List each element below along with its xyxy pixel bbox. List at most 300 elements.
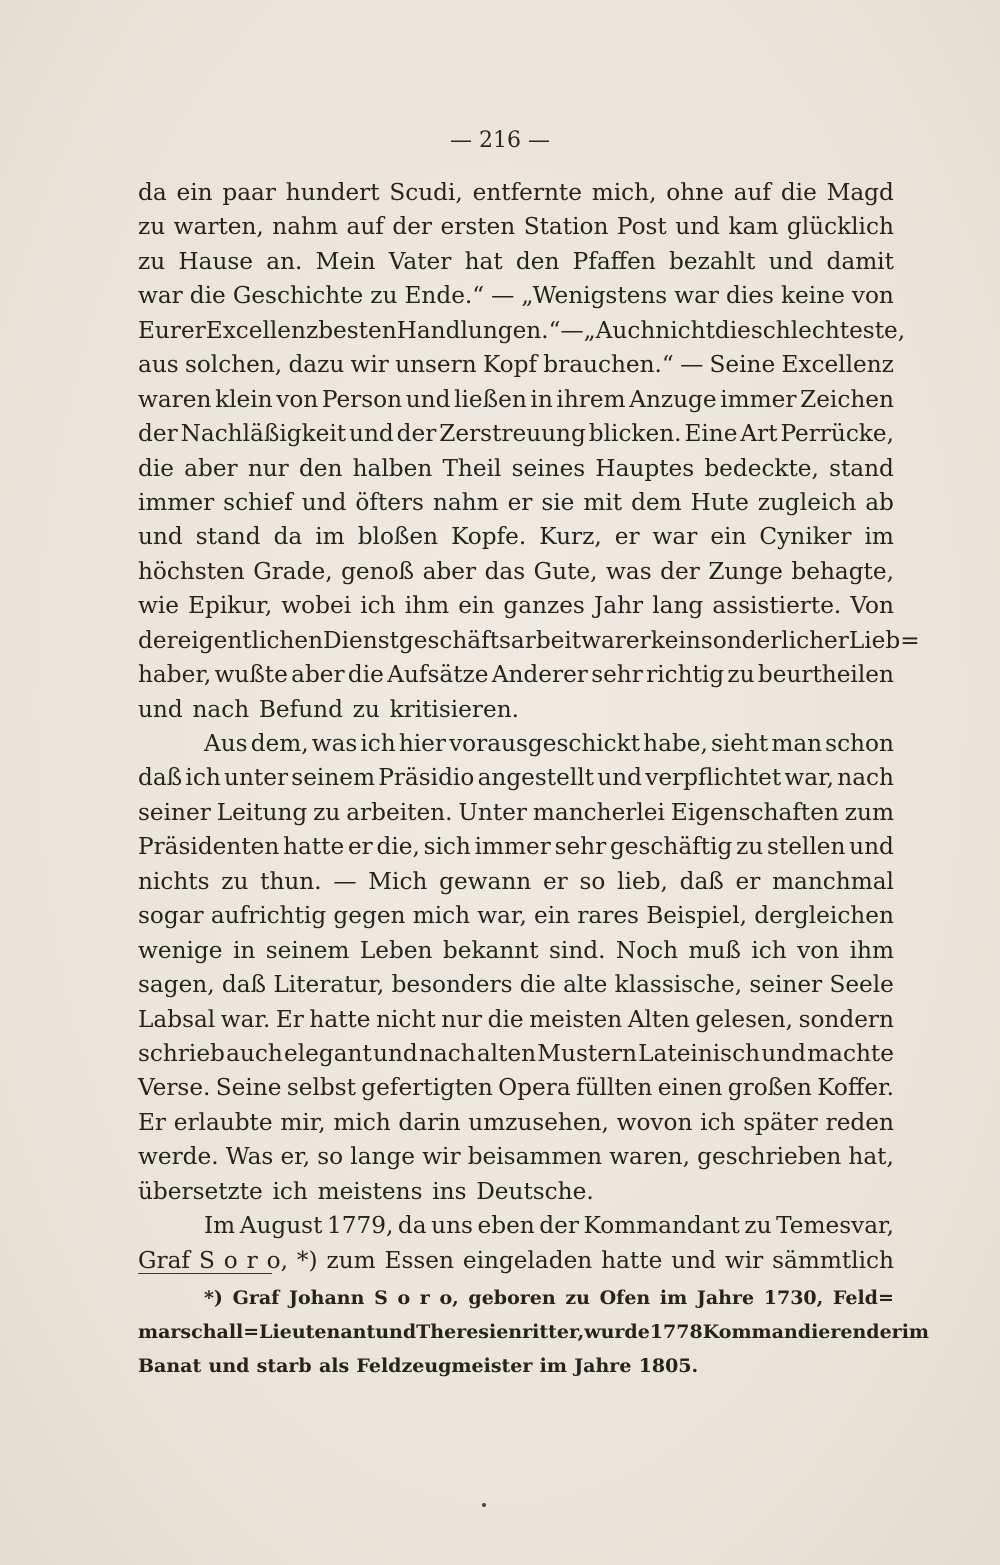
word: er <box>614 523 640 551</box>
word: Geschichte <box>232 282 364 310</box>
word: mit <box>583 488 623 516</box>
text-line <box>138 383 894 417</box>
word: und <box>405 385 451 413</box>
word: Kommandierender <box>702 1321 902 1343</box>
word: Ofen <box>599 1287 651 1309</box>
word: klein <box>215 385 273 413</box>
word: wie <box>138 592 179 620</box>
word: zugleich <box>757 488 857 516</box>
text-line <box>138 658 894 692</box>
word: 1778 <box>649 1321 703 1343</box>
word: meisten <box>529 1005 623 1033</box>
text-line <box>138 796 894 830</box>
word: umzusehen, <box>468 1108 609 1136</box>
word: daß <box>679 867 724 895</box>
word: Literatur, <box>273 971 385 999</box>
word: Kopfe. <box>451 523 527 551</box>
word: solchen, <box>184 351 283 379</box>
word: mich <box>333 1108 391 1136</box>
word: wir <box>350 351 389 379</box>
word: Leben <box>359 936 433 964</box>
word: glücklich <box>786 213 894 241</box>
word: — <box>560 316 584 344</box>
word: 1730, <box>763 1287 824 1309</box>
word: die <box>780 179 817 206</box>
word: und <box>671 1246 716 1274</box>
word: ließen <box>454 385 527 413</box>
word: Jahr <box>593 592 644 620</box>
word: r <box>419 1287 430 1309</box>
text-line <box>138 314 906 348</box>
word: wir <box>422 1143 461 1171</box>
word: — <box>333 867 357 895</box>
word: r <box>246 1246 258 1274</box>
word: mir, <box>280 1108 326 1136</box>
word: nicht <box>376 1005 436 1033</box>
word: arbeiten. <box>346 798 453 826</box>
word: seines <box>511 454 586 482</box>
word: hat <box>464 247 503 275</box>
word: von <box>797 936 840 964</box>
word: Vater <box>388 247 452 275</box>
word: nahm <box>272 213 338 241</box>
word: ihm <box>404 592 450 620</box>
word: Deutsche. <box>476 1177 594 1205</box>
word: unter <box>224 764 289 792</box>
word: sehr <box>554 833 607 861</box>
word: zu <box>736 833 764 861</box>
word: ins <box>432 1177 467 1205</box>
word: geschäftig <box>609 833 733 861</box>
word: Theil <box>442 454 502 482</box>
word: Lieb= <box>848 626 920 654</box>
word: vorausgeschickt <box>449 730 641 757</box>
word: im <box>901 1321 930 1343</box>
word: auch <box>226 1039 283 1067</box>
word: stand <box>829 454 894 482</box>
text-line <box>138 899 894 933</box>
word: so <box>317 1143 344 1171</box>
word: Er <box>138 1108 167 1136</box>
word: auf <box>733 179 771 206</box>
word: aber <box>422 557 477 585</box>
word: Pfaffen <box>572 247 656 275</box>
word: Scudi, <box>389 179 463 206</box>
word: später <box>743 1108 818 1136</box>
word: Epikur, <box>188 592 273 620</box>
text-line <box>138 1209 894 1243</box>
word: S <box>198 1246 215 1274</box>
word: die <box>714 316 751 344</box>
word: Hause <box>178 247 254 275</box>
word: ein <box>176 179 213 206</box>
word: *) <box>204 1287 223 1309</box>
word: Was <box>225 1143 274 1171</box>
word: nicht <box>655 316 715 344</box>
word: Mein <box>315 247 376 275</box>
word: er, <box>280 1143 311 1171</box>
word: Perrücke, <box>780 420 894 448</box>
word: aber <box>184 454 238 482</box>
word: da <box>273 523 303 551</box>
word: nichts <box>138 867 210 895</box>
word: gewann <box>439 867 532 895</box>
word: *) <box>296 1246 318 1274</box>
word: kritisieren. <box>389 695 519 723</box>
word: Art <box>740 420 778 448</box>
text-line <box>138 1175 894 1209</box>
word: zu <box>727 661 755 689</box>
word: rares <box>577 902 639 930</box>
text-line <box>138 761 894 795</box>
word: den <box>515 247 560 275</box>
word: Nachläßigkeit <box>180 420 347 448</box>
word: gefertigten <box>361 1074 493 1102</box>
text-line <box>138 417 894 451</box>
word: marschall=Lieutenant <box>138 1321 376 1343</box>
word: war <box>138 282 183 310</box>
word: besonders <box>391 971 513 999</box>
word: war, <box>784 764 834 792</box>
word: hatte <box>309 1005 371 1033</box>
word: Seele <box>829 971 894 999</box>
word: ihm <box>849 936 894 964</box>
paper-speck <box>482 1503 486 1507</box>
word: Befund <box>258 695 343 723</box>
word: dem <box>631 488 682 516</box>
word: ich <box>700 1108 736 1136</box>
word: und <box>375 1321 417 1343</box>
word: besten <box>318 316 397 344</box>
word: Koffer. <box>817 1074 894 1102</box>
word: sind. <box>549 936 606 964</box>
word: Im <box>204 1212 236 1240</box>
word: bedeckte, <box>704 454 819 482</box>
word: Hute <box>690 488 749 516</box>
word: Opera <box>498 1074 571 1102</box>
word: Seine <box>709 351 776 379</box>
word: wenige <box>138 936 223 964</box>
word: er <box>735 867 761 895</box>
text-line <box>138 245 894 279</box>
word: muß <box>688 936 741 964</box>
page-number: — 216 — <box>450 128 550 153</box>
word: und <box>373 1039 418 1067</box>
word: er <box>347 833 373 861</box>
word: kam <box>728 213 779 241</box>
word: haber, <box>138 661 212 689</box>
word: mancherlei <box>532 798 665 826</box>
word: Von <box>850 592 894 620</box>
word: alte <box>563 971 608 999</box>
word: unsern <box>395 351 477 379</box>
word: zu <box>221 867 249 895</box>
word: hatte <box>601 1246 663 1274</box>
word: waren <box>138 385 212 413</box>
word: erlaubte <box>173 1108 273 1136</box>
word: August <box>239 1212 323 1240</box>
footnote-rule <box>138 1273 272 1274</box>
word: zu <box>138 247 166 275</box>
text-line <box>138 830 894 864</box>
word: habe, <box>643 730 708 757</box>
word: Ende.“ <box>404 282 485 310</box>
word: Post <box>616 213 667 241</box>
word: da <box>138 179 167 206</box>
word: Cyniker <box>759 523 852 551</box>
word: Hauptes <box>595 454 695 482</box>
word: Kopf <box>482 351 538 379</box>
word: immer <box>720 385 797 413</box>
word: Anderer <box>491 661 588 689</box>
text-line <box>138 1037 894 1071</box>
word: Eine <box>684 420 738 448</box>
word: sämmtlich <box>772 1246 894 1274</box>
word: Anzuge <box>629 385 717 413</box>
word: elegant <box>284 1039 372 1067</box>
word: so <box>579 867 606 895</box>
text-line <box>138 520 894 554</box>
word: zu <box>352 695 380 723</box>
word: Verse. <box>138 1074 211 1102</box>
word: zu <box>370 282 398 310</box>
word: reden <box>825 1108 894 1136</box>
word: Alten <box>627 1005 690 1033</box>
word: 1779, <box>326 1212 394 1240</box>
text-line <box>138 348 894 382</box>
word: ohne <box>666 179 724 206</box>
word: keine <box>780 282 845 310</box>
word: Gute, <box>533 557 598 585</box>
word: die <box>138 454 174 482</box>
word: was <box>606 557 652 585</box>
text-line <box>138 1003 894 1037</box>
word: klassische, <box>614 971 743 999</box>
word: auf <box>346 213 384 241</box>
word: Person <box>321 385 403 413</box>
word: „Auch <box>583 316 656 344</box>
word: im <box>315 523 345 551</box>
word: seiner <box>749 971 823 999</box>
text-line <box>138 968 894 1002</box>
word: o, <box>266 1246 288 1274</box>
word: und <box>208 1355 250 1377</box>
word: assistierte. <box>712 592 842 620</box>
word: S <box>374 1287 388 1309</box>
word: lang <box>652 592 704 620</box>
word: schlechteste, <box>750 316 906 344</box>
word: dies <box>726 282 774 310</box>
word: eingeladen <box>462 1246 593 1274</box>
word: zum <box>844 798 894 826</box>
word: — <box>680 351 704 379</box>
word: Mich <box>368 867 428 895</box>
word: einen <box>657 1074 723 1102</box>
word: die <box>189 282 226 310</box>
word: gegen <box>333 902 406 930</box>
word: ihrem <box>556 385 626 413</box>
word: von <box>851 282 894 310</box>
word: damit <box>826 247 894 275</box>
word: sieht <box>710 730 769 757</box>
word: und <box>849 833 894 861</box>
word: seiner <box>138 798 211 826</box>
word: thun. <box>260 867 322 895</box>
word: Beispiel, <box>646 902 748 930</box>
word: o <box>397 1287 411 1309</box>
word: sogar <box>138 902 204 930</box>
word: Grade, <box>253 557 333 585</box>
text-line <box>138 624 920 658</box>
word: in <box>530 385 553 413</box>
word: manchmal <box>772 867 894 895</box>
word: war <box>674 282 720 310</box>
word: Banat <box>138 1355 202 1377</box>
word: dem, <box>250 730 309 757</box>
word: ein <box>458 592 495 620</box>
word: und <box>597 764 642 792</box>
word: gelesen, <box>695 1005 794 1033</box>
word: der <box>660 557 700 585</box>
word: Lateinisch <box>638 1039 761 1067</box>
word: eigentlichen <box>177 626 324 654</box>
word: nur <box>247 454 289 482</box>
word: ich <box>751 936 787 964</box>
word: Excellenz <box>205 316 319 344</box>
word: wurde <box>584 1321 650 1343</box>
word: sich <box>423 833 471 861</box>
word: angestellt <box>477 764 594 792</box>
word: wovon <box>616 1108 693 1136</box>
word: 1805. <box>638 1355 699 1377</box>
word: Graf <box>232 1287 280 1309</box>
word: Excellenz <box>781 351 894 379</box>
word: als <box>318 1355 350 1377</box>
word: die, <box>376 833 420 861</box>
word: und <box>675 213 720 241</box>
word: lieb, <box>617 867 668 895</box>
word: Zerstreuung <box>439 420 586 448</box>
word: hatte <box>283 833 345 861</box>
word: nach <box>837 764 894 792</box>
word: o <box>223 1246 238 1274</box>
word: die <box>519 971 556 999</box>
text-line <box>138 452 894 486</box>
word: bekannt <box>442 936 539 964</box>
text-line <box>138 486 894 520</box>
word: behagte, <box>791 557 894 585</box>
word: verpflichtet <box>645 764 782 792</box>
word: er <box>507 488 533 516</box>
word: bloßen <box>357 523 439 551</box>
word: ich <box>360 730 396 757</box>
word: zu <box>313 798 341 826</box>
word: man <box>771 730 823 757</box>
word: Feld= <box>832 1287 894 1309</box>
word: Unter <box>458 798 527 826</box>
word: starb <box>256 1355 312 1377</box>
word: uns <box>431 1212 473 1240</box>
word: im <box>659 1287 688 1309</box>
word: kein <box>650 626 701 654</box>
word: Eurer <box>138 316 206 344</box>
word: Labsal <box>138 1005 216 1033</box>
word: im <box>539 1355 567 1377</box>
word: hundert <box>285 179 380 206</box>
footnote-line <box>138 1281 894 1315</box>
text-line <box>138 1106 894 1140</box>
footnote-line <box>138 1349 894 1383</box>
word: zu <box>744 1212 772 1240</box>
word: im <box>864 523 894 551</box>
word: Essen <box>384 1246 454 1274</box>
word: geboren <box>468 1287 556 1309</box>
word: Seine <box>215 1074 282 1102</box>
word: Aus <box>204 730 248 757</box>
word: der <box>138 626 178 654</box>
word: seinem <box>265 936 350 964</box>
word: ich <box>185 764 221 792</box>
text-line <box>138 589 894 623</box>
word: bezahlt <box>669 247 756 275</box>
text-line <box>138 176 894 210</box>
word: Dienstgeschäftsarbeit <box>323 626 582 654</box>
word: Eigenschaften <box>670 798 839 826</box>
word: nahm <box>432 488 499 516</box>
word: Leitung <box>216 798 308 826</box>
word: und <box>138 695 183 723</box>
word: Zeichen <box>800 385 894 413</box>
word: wußte <box>214 661 288 689</box>
word: meistens <box>317 1177 423 1205</box>
word: übersetzte <box>138 1177 263 1205</box>
text-line <box>138 865 894 899</box>
word: ein <box>710 523 747 551</box>
word: die <box>347 661 384 689</box>
word: stellen <box>766 833 846 861</box>
word: Aufsätze <box>387 661 489 689</box>
word: hat, <box>848 1143 894 1171</box>
word: sehr <box>591 661 643 689</box>
word: war <box>652 523 698 551</box>
word: darin <box>398 1108 461 1136</box>
word: daß <box>221 971 267 999</box>
word: war <box>581 626 626 654</box>
main-text <box>138 176 920 1278</box>
word: die <box>487 1005 524 1033</box>
word: mich, <box>591 179 657 206</box>
word: der <box>138 420 178 448</box>
word: zum <box>326 1246 376 1274</box>
word: o, <box>439 1287 459 1309</box>
word: richtig <box>646 661 725 689</box>
word: sonderlicher <box>700 626 849 654</box>
word: höchsten <box>138 557 245 585</box>
text-line <box>138 555 894 589</box>
word: der <box>396 420 437 448</box>
word: hier <box>398 730 446 757</box>
word: sie <box>541 488 575 516</box>
word: wobei <box>281 592 352 620</box>
word: Graf <box>138 1246 191 1274</box>
word: großen <box>727 1074 812 1102</box>
word: Präsidio <box>378 764 475 792</box>
word: dergleichen <box>754 902 894 930</box>
word: Er <box>275 1005 304 1033</box>
footnote-line <box>138 1315 930 1349</box>
word: Feldzeugmeister <box>356 1355 533 1377</box>
word: und <box>768 247 814 275</box>
